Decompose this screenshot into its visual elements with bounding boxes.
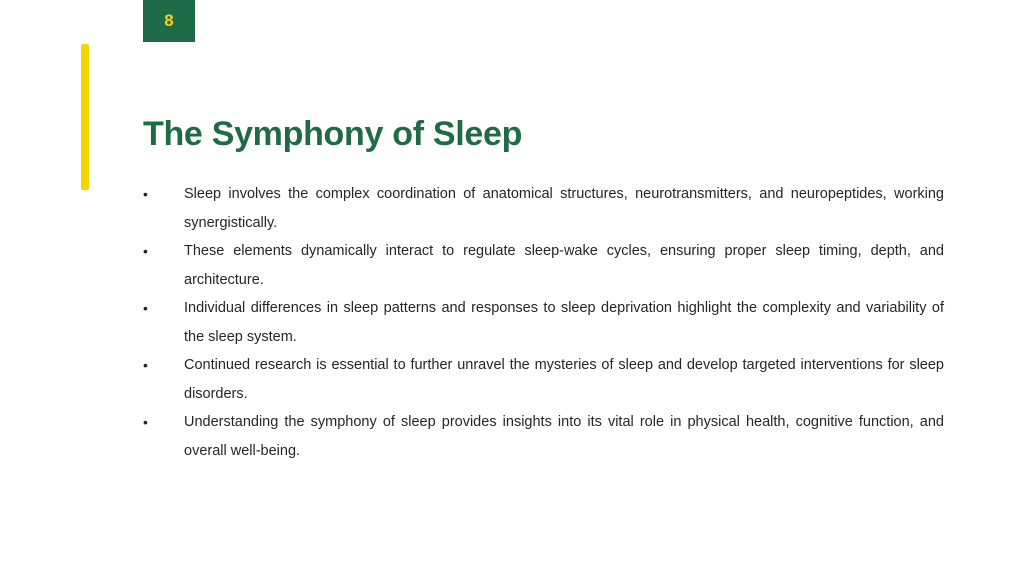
bullet-item [143,294,944,351]
bullet-item [143,408,944,465]
slide-number: 8 [164,11,174,30]
bullet-icon: • [143,414,148,430]
bullet-text: Sleep involves the complex coordination of anatomical structures, neurotransmitters, and neuropeptides, working synergistically. [184,186,944,231]
bullet-text: Continued research is essential to further unravel the mysteries of sleep and develop targeted interventions for sleep disorders. [184,357,944,402]
slide-number-badge [143,0,195,42]
bullet-text: Understanding the symphony of sleep provides insights into its vital role in physical health, cognitive function, and overall well-being. [184,414,944,459]
bullet-icon: • [143,243,148,259]
accent-bar [81,44,89,190]
bullet-icon: • [143,300,148,316]
bullet-item [143,351,944,408]
bullet-list [143,180,944,465]
bullet-text: Individual differences in sleep patterns and responses to sleep deprivation highlight the complexity and variability of the sleep system. [184,300,944,345]
bullet-text: These elements dynamically interact to regulate sleep-wake cycles, ensuring proper sleep timing, depth, and architecture. [184,243,944,288]
bullet-item [143,237,944,294]
bullet-item [143,180,944,237]
slide-title: The Symphony of Sleep [143,115,523,153]
bullet-icon: • [143,357,148,373]
bullet-icon: • [143,186,148,202]
